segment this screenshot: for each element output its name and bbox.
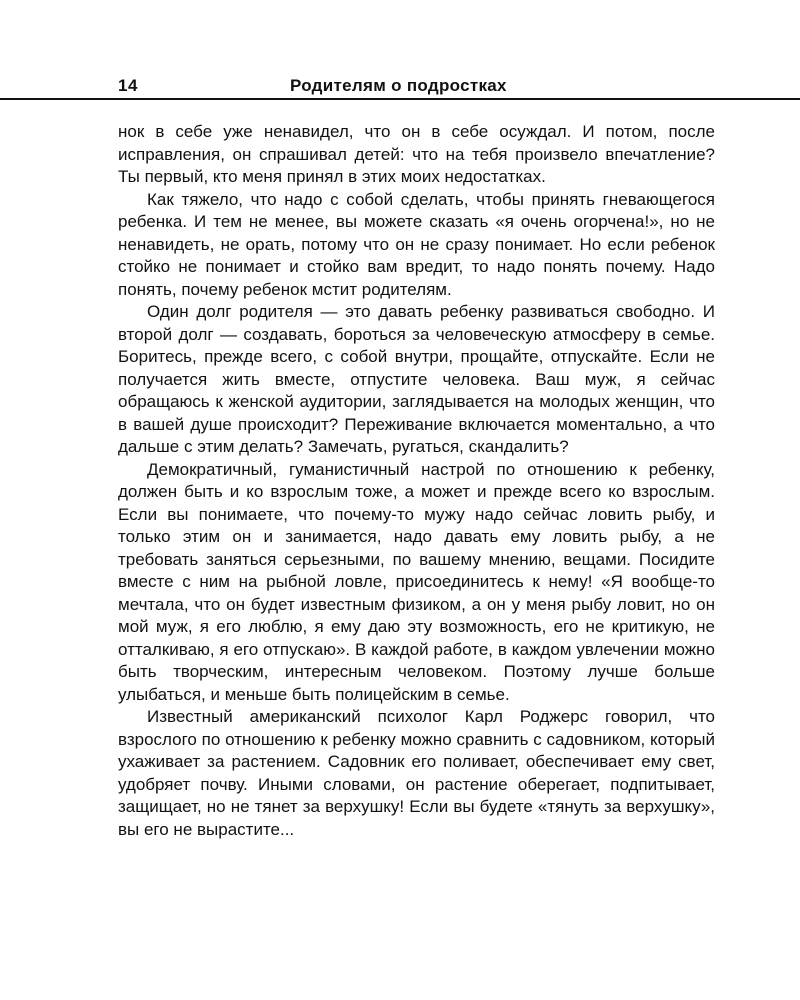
paragraph: Как тяжело, что надо с собой сделать, чтобы принять гневающегося ребенка. И тем не менее, вы можете сказать «я очень огорчена!», но не ненавидеть, не орать, потому что он не сразу понимает. Но если ребенок стойко не понимает и стойко вам вредит, то надо понять почему. Надо понять, почему ребенок мстит родителям. xyxy=(118,189,715,299)
page-number: 14 xyxy=(118,76,138,95)
page-header xyxy=(0,72,800,100)
paragraph: Один долг родителя — это давать ребенку развиваться свободно. И второй долг — создавать, бороться за человеческую атмосферу в семье. Боритесь, прежде всего, с собой внутри, прощайте, отпускайте. Если не получается жить вместе, отпустите человека. Ваш муж, я сейчас обращаюсь к женской аудитории, заглядывается на молодых женщин, что в вашей душе происходит? Переживание включается моментально, а что дальше с этим делать? Замечать, ругаться, скандалить? xyxy=(118,302,715,456)
running-title: Родителям о подростках xyxy=(290,76,507,95)
body-text xyxy=(118,121,715,841)
paragraph: Известный американский психолог Карл Роджерс говорил, что взрослого по отношению к ребенку можно сравнить с садовником, который ухаживает за растением. Садовник его поливает, обеспечивает ему свет, удобряет почву. Иными словами, он растение оберегает, подпитывает, защищает, но не тянет за верхушку! Если вы будете «тянуть за верхушку», вы его не вырастите... xyxy=(118,707,715,839)
paragraph: Демократичный, гуманистичный настрой по отношению к ребенку, должен быть и ко взрослым тоже, а может и прежде всего ко взрослым. Если вы понимаете, что почему-то мужу надо сейчас ловить рыбу, и только этим он и занимается, надо давать ему ловить рыбу, а не требовать заняться серьезными, по вашему мнению, вещами. Посидите вместе с ним на рыбной ловле, присоединитесь к нему! «Я вообще-то мечтала, что он будет известным физиком, а он у меня рыбу ловит, но он мой муж, я его люблю, я ему даю эту возможность, его не критикую, не отталкиваю, я его отпускаю». В каждой работе, в каждом увлечении можно быть творческим, интересным человеком. Поэтому лучше больше улыбаться, и меньше быть полицейским в семье. xyxy=(118,459,715,704)
paragraph-continuation: нок в себе уже ненавидел, что он в себе осуждал. И потом, после исправления, он спрашивал детей: что на тебя произвело впечатление? Ты первый, кто меня принял в этих моих недостатках. xyxy=(118,122,715,186)
